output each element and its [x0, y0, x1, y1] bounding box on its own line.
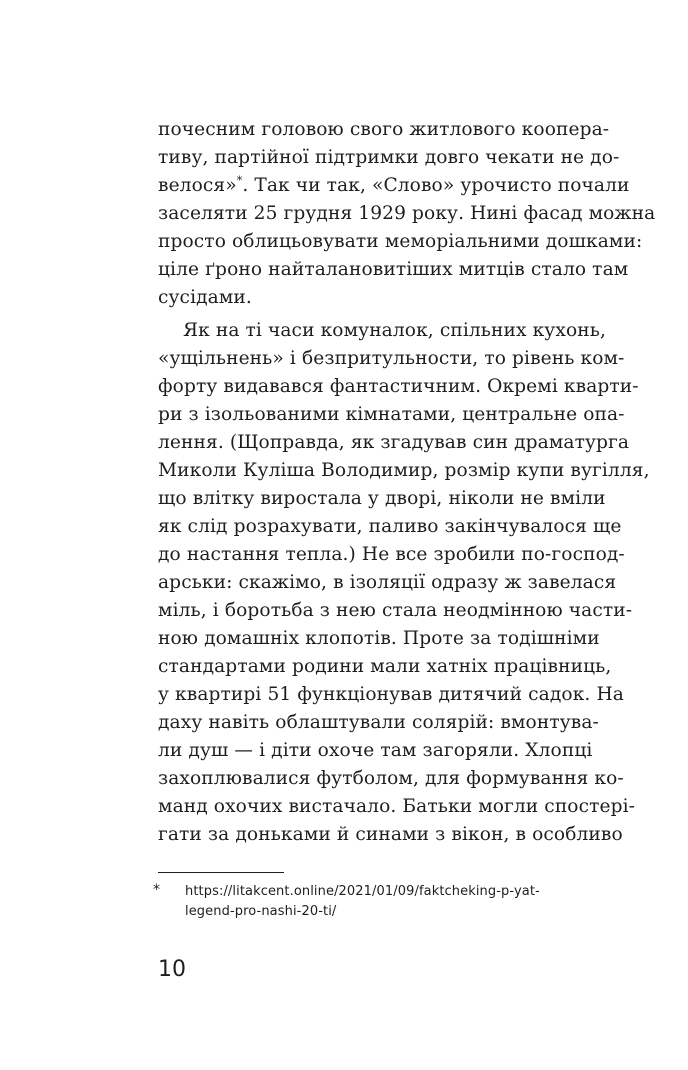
text-line: як слід розрахувати, паливо закінчувалося ще: [158, 516, 622, 537]
text-line: у квартирі 51 функціонував дитячий садок. На: [158, 684, 624, 705]
text-line: манд охочих вистачало. Батьки могли спостері-: [158, 796, 636, 817]
footnote-separator: [158, 872, 284, 873]
page-number: 10: [158, 957, 186, 982]
footnote-reference: *: [236, 173, 243, 187]
text-line: форту видавався фантастичним. Окремі кварти-: [158, 376, 639, 397]
text-line: тиву, партійної підтримки довго чекати не до-: [158, 147, 620, 168]
text-line: сусідами.: [158, 287, 252, 308]
footnote-link[interactable]: https://litakcent.online/2021/01/09/faktcheking-p-yat-: [185, 884, 540, 899]
text-line: просто облицьовувати меморіальними дошками:: [158, 231, 643, 252]
text-line: почесним головою свого житлового коопера-: [158, 119, 610, 140]
text-line: Миколи Куліша Володимир, розмір купи вугілля,: [158, 460, 650, 481]
footnote-link-continued[interactable]: legend-pro-nashi-20-ti/: [185, 904, 337, 919]
text-line: гати за доньками й синами з вікон, в особливо: [158, 824, 623, 845]
text-line: заселяти 25 грудня 1929 року. Нині фасад можна: [158, 203, 656, 224]
text-line: ною домашніх клопотів. Проте за тодішніми: [158, 628, 600, 649]
text-line: [158, 172, 630, 200]
text-line: захоплювалися футболом, для формування ко-: [158, 768, 624, 789]
text-line: Як на ті часи комуналок, спільних кухонь,: [183, 320, 606, 341]
text-line: арськи: скажімо, в ізоляції одразу ж завелася: [158, 572, 617, 593]
text-line: даху навіть облаштували солярій: вмонтува-: [158, 712, 599, 733]
text-line: ціле ґроно найталановитіших митців стало там: [158, 259, 629, 280]
text-line: міль, і боротьба з нею стала неодмінною части-: [158, 600, 633, 621]
text-line: стандартами родини мали хатніх працівниць,: [158, 656, 612, 677]
text-line: ли душ — і діти охоче там загоряли. Хлопці: [158, 740, 593, 761]
text-line: що влітку виростала у дворі, ніколи не вміли: [158, 488, 606, 509]
text-line: «ущільнень» і безпритульности, то рівень ком-: [158, 348, 625, 369]
text-line: лення. (Щоправда, як згадував син драматурга: [158, 432, 630, 453]
text-line: до настання тепла.) Не все зробили по-господ-: [158, 544, 625, 565]
text-line: ри з ізольованими кімнатами, центральне опа-: [158, 404, 625, 425]
footnote-marker: *: [153, 882, 160, 898]
text-fragment: . Так чи так, «Слово» урочисто почали: [242, 175, 630, 196]
text-fragment: велося»: [158, 175, 237, 196]
